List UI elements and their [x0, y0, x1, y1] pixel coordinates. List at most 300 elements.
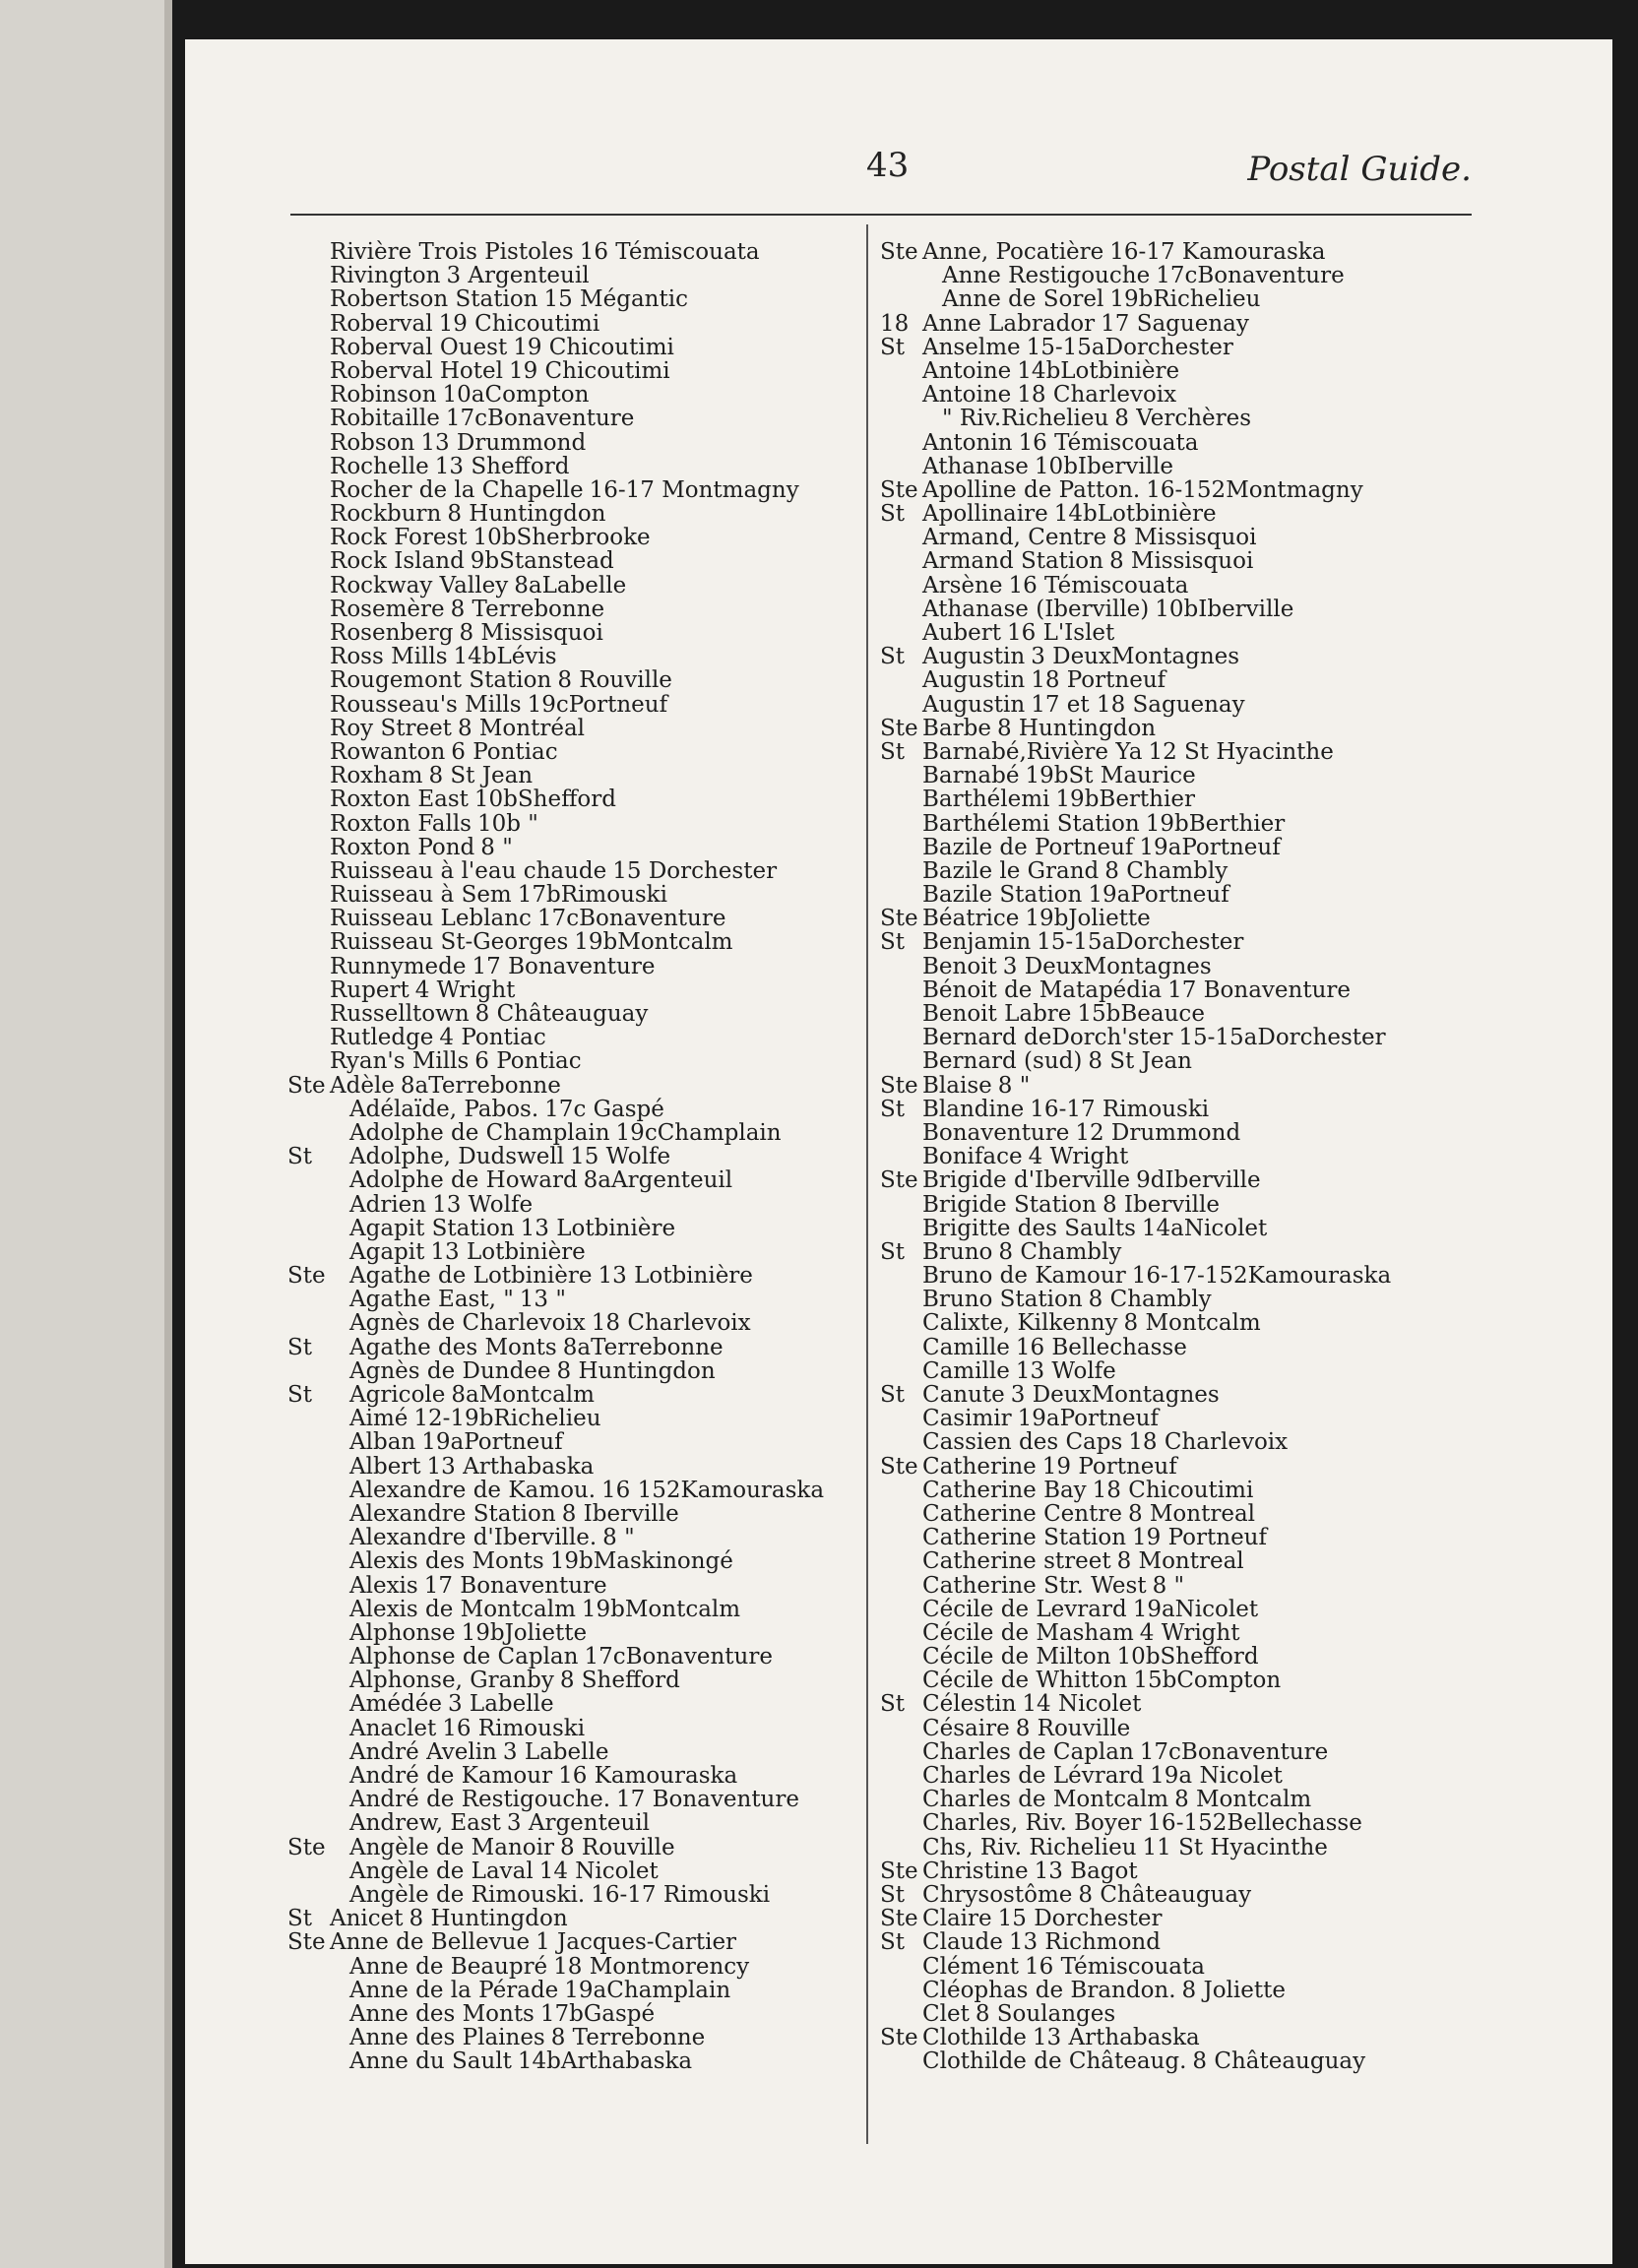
- place-name: Rockburn: [330, 501, 442, 528]
- place-name: Rochelle: [330, 453, 429, 479]
- district-county: 13 Richmond: [1008, 1929, 1161, 1956]
- place-name: Roxham: [330, 763, 423, 789]
- directory-entry: [287, 1407, 824, 1430]
- place-name: Cécile de Masham: [922, 1619, 1134, 1646]
- directory-entry: [880, 1288, 1391, 1311]
- district-county: 3 Labelle: [447, 1691, 554, 1718]
- place-name: Ruisseau à Sem: [330, 882, 512, 909]
- directory-entry: [287, 2049, 824, 2073]
- place-name: Rivière Trois Pistoles: [330, 239, 574, 265]
- district-county: 13 Arthabaska: [1032, 2025, 1200, 2051]
- entry-prefix: Ste: [880, 715, 918, 741]
- directory-entry: [287, 502, 824, 526]
- district-county: 19cPortneuf: [527, 691, 668, 718]
- entry-prefix: St: [880, 738, 905, 765]
- district-county: 8 Montcalm: [1174, 1787, 1312, 1813]
- directory-entry: [287, 1526, 824, 1549]
- directory-entry: [880, 1526, 1391, 1549]
- district-county: 8 Huntingdon: [447, 501, 606, 528]
- place-name: Calixte, Kilkenny: [922, 1310, 1118, 1337]
- entry-prefix: Ste: [880, 2025, 918, 2051]
- district-county: 15 Wolfe: [570, 1144, 671, 1170]
- district-county: 14bLévis: [453, 644, 557, 670]
- entry-prefix: St: [880, 1238, 905, 1265]
- place-name: Bruno Station: [922, 1287, 1083, 1313]
- directory-entry: [880, 1930, 1391, 1954]
- directory-entry: [287, 645, 824, 668]
- directory-entry: [287, 1026, 824, 1049]
- place-name: Athanase: [922, 453, 1029, 479]
- district-county: 17bRimouski: [517, 882, 667, 909]
- place-name: Adélaïde, Pabos.: [349, 1096, 539, 1122]
- place-name: Anicet: [330, 1906, 404, 1932]
- district-county: 14 Nicolet: [1022, 1691, 1142, 1718]
- directory-entry: [287, 1264, 824, 1288]
- district-county: 15bCompton: [1133, 1668, 1282, 1694]
- district-county: 16 Rimouski: [442, 1715, 586, 1741]
- district-county: 14bArthabaska: [517, 2048, 693, 2075]
- district-county: 18 Chicoutimi: [1092, 1477, 1254, 1503]
- place-name: Robson: [330, 429, 415, 456]
- place-name: Alban: [349, 1429, 416, 1456]
- place-name: Clément: [922, 1953, 1020, 1980]
- place-name: Rock Forest: [330, 525, 468, 551]
- district-county: 12 Drummond: [1075, 1119, 1241, 1146]
- place-name: Blaise: [922, 1072, 992, 1099]
- district-county: 19 Chicoutimi: [513, 334, 674, 360]
- directory-entry: [880, 859, 1391, 883]
- district-county: 8 Chambly: [1104, 857, 1228, 884]
- district-county: 8 Verchères: [1114, 406, 1252, 432]
- place-name: Antonin: [922, 429, 1013, 456]
- directory-entry: [880, 287, 1391, 311]
- binding-shadow: [164, 0, 172, 2268]
- district-county: 16 Témiscouata: [1025, 1953, 1205, 1980]
- directory-entry: [880, 1692, 1391, 1716]
- directory-entry: [287, 407, 824, 430]
- district-county: 3 Labelle: [502, 1738, 609, 1765]
- district-county: 17cBonaventure: [445, 406, 635, 432]
- place-name: Blandine: [922, 1096, 1025, 1122]
- district-county: 8 Châteauguay: [1192, 2048, 1366, 2075]
- directory-entry: [287, 1955, 824, 1979]
- district-county: 15 Dorchester: [612, 857, 778, 884]
- directory-entry: [287, 1764, 824, 1788]
- place-name: Roberval Ouest: [330, 334, 508, 360]
- running-title: Postal Guide.: [1247, 150, 1472, 189]
- district-county: 3 Argenteuil: [506, 1810, 650, 1837]
- place-name: Ruisseau St-Georges: [330, 929, 569, 956]
- place-name: Brigitte des Saults: [922, 1215, 1136, 1241]
- district-county: 19 Chicoutimi: [438, 310, 600, 337]
- district-county: 14 Nicolet: [538, 1858, 659, 1884]
- entry-prefix: St: [880, 1691, 905, 1718]
- place-name: Clothilde de Châteaug.: [922, 2048, 1187, 2075]
- place-name: Armand Station: [922, 548, 1103, 575]
- place-name: Adolphe, Dudswell: [349, 1144, 565, 1170]
- place-name: Charles de Caplan: [922, 1738, 1134, 1765]
- place-name: Bernard deDorch'ster: [922, 1025, 1173, 1051]
- place-name: Cassien des Caps: [922, 1429, 1123, 1456]
- place-name: Angèle de Laval: [349, 1858, 534, 1884]
- district-county: 13 Bagot: [1034, 1858, 1138, 1884]
- place-name: Adèle: [330, 1072, 395, 1099]
- district-county: 8 ": [1152, 1572, 1185, 1599]
- place-name: Brigide Station: [922, 1191, 1097, 1218]
- directory-entry: [287, 336, 824, 359]
- place-name: Cécile de Levrard: [922, 1596, 1127, 1622]
- directory-entry: [880, 1502, 1391, 1526]
- directory-entry: [880, 574, 1391, 598]
- directory-entry: [880, 1336, 1391, 1359]
- directory-entry: [287, 1430, 824, 1454]
- entry-prefix: St: [287, 1906, 312, 1932]
- directory-entry: [880, 1621, 1391, 1645]
- right-column: [880, 240, 1391, 2073]
- directory-entry: [880, 1049, 1391, 1073]
- directory-entry: [287, 1502, 824, 1526]
- directory-entry: [287, 574, 824, 598]
- place-name: Roberval Hotel: [330, 357, 503, 384]
- district-county: 19cChamplain: [615, 1119, 782, 1146]
- district-county: 19aPortneuf: [421, 1429, 563, 1456]
- district-county: 4 Wright: [1139, 1619, 1240, 1646]
- entry-prefix: Ste: [287, 1072, 326, 1099]
- entry-prefix: Ste: [880, 906, 918, 932]
- place-name: Adolphe de Champlain: [349, 1119, 610, 1146]
- directory-entry: [880, 1479, 1391, 1502]
- place-name: Runnymede: [330, 953, 467, 979]
- place-name: Adolphe de Howard: [349, 1167, 578, 1194]
- district-county: 15bBeauce: [1077, 1001, 1205, 1027]
- directory-entry: [880, 978, 1391, 1002]
- place-name: Anselme: [922, 334, 1021, 360]
- place-name: Bazile le Grand: [922, 857, 1100, 884]
- district-county: 8 Montreal: [1127, 1500, 1256, 1527]
- district-county: 19bMaskinongé: [549, 1548, 733, 1575]
- district-county: 16 152Kamouraska: [601, 1477, 825, 1503]
- place-name: Augustin: [922, 667, 1026, 694]
- directory-entry: [880, 1383, 1391, 1407]
- place-name: Bénoit de Matapédia: [922, 976, 1163, 1003]
- place-name: Amédée: [349, 1691, 442, 1718]
- place-name: Russelltown: [330, 1001, 470, 1027]
- place-name: Césaire: [922, 1715, 1010, 1741]
- directory-entry: [880, 455, 1391, 478]
- district-county: 19 Portneuf: [1132, 1525, 1268, 1551]
- district-county: 3 DeuxMontagnes: [1002, 953, 1212, 979]
- directory-entry: [287, 1740, 824, 1764]
- directory-entry: [880, 549, 1391, 573]
- place-name: Rosemère: [330, 596, 445, 622]
- place-name: Claude: [922, 1929, 1003, 1956]
- directory-entry: [880, 1764, 1391, 1788]
- place-name: Brigide d'Iberville: [922, 1167, 1131, 1194]
- directory-entry: [287, 598, 824, 621]
- place-name: Bazile Station: [922, 882, 1083, 909]
- place-name: Charles, Riv. Boyer: [922, 1810, 1142, 1837]
- directory-entry: [880, 955, 1391, 978]
- directory-entry: [880, 312, 1391, 336]
- place-name: Agathe des Monts: [349, 1334, 557, 1360]
- place-name: Camille: [922, 1357, 1010, 1384]
- district-county: 19aPortneuf: [1017, 1406, 1159, 1432]
- district-county: 17bGaspé: [539, 2000, 656, 2027]
- directory-entry: [287, 1907, 824, 1930]
- directory-entry: [880, 240, 1391, 264]
- district-county: 8 Rouville: [559, 1834, 675, 1860]
- entry-prefix: Ste: [880, 476, 918, 503]
- place-name: Casimir: [922, 1406, 1012, 1432]
- directory-entry: [880, 621, 1391, 645]
- district-county: 12-19bRichelieu: [413, 1406, 601, 1432]
- directory-entry: [287, 312, 824, 336]
- district-county: 17 Bonaventure: [472, 953, 656, 979]
- place-name: Anne des Monts: [349, 2000, 535, 2027]
- place-name: Bazile de Portneuf: [922, 834, 1134, 860]
- directory-entry: [287, 1288, 824, 1311]
- directory-entry: [287, 859, 824, 883]
- place-name: Catherine Station: [922, 1525, 1127, 1551]
- place-name: Rousseau's Mills: [330, 691, 522, 718]
- place-name: Antoine: [922, 382, 1012, 409]
- place-name: Agnès de Dundee: [349, 1357, 551, 1384]
- district-county: 8 Joliette: [1181, 1977, 1286, 2003]
- place-name: Agathe de Lotbinière: [349, 1263, 593, 1290]
- district-county: 16-17 Kamouraska: [1109, 239, 1326, 265]
- directory-entry: [880, 693, 1391, 717]
- place-name: Apollinaire: [922, 501, 1048, 528]
- place-name: Agricole: [349, 1382, 446, 1408]
- directory-entry: [287, 1121, 824, 1145]
- district-county: 1 Jacques-Cartier: [536, 1929, 737, 1956]
- district-county: 19bRichelieu: [1109, 286, 1261, 313]
- district-county: 16 Bellechasse: [1015, 1334, 1187, 1360]
- directory-entry: [880, 1574, 1391, 1598]
- place-name: Bruno: [922, 1238, 993, 1265]
- directory-entry: [880, 598, 1391, 621]
- place-name: Barbe: [922, 715, 991, 741]
- directory-entry: [880, 1168, 1391, 1192]
- directory-entry: [287, 1359, 824, 1383]
- place-name: Rougemont Station: [330, 667, 552, 694]
- district-county: 8 Montréal: [457, 715, 586, 741]
- directory-entry: [287, 1598, 824, 1621]
- district-county: 19bSt Maurice: [1025, 763, 1196, 789]
- district-county: 16-17 Montmagny: [589, 476, 799, 503]
- place-name: Antoine: [922, 357, 1012, 384]
- directory-entry: [880, 1811, 1391, 1835]
- entry-prefix: Ste: [880, 1906, 918, 1932]
- place-name: Rivington: [330, 263, 441, 289]
- district-county: 16 Kamouraska: [558, 1763, 738, 1789]
- directory-entry: [880, 431, 1391, 455]
- district-county: 8aTerrebonne: [562, 1334, 724, 1360]
- directory-entry: [287, 1811, 824, 1835]
- place-name: Cécile de Milton: [922, 1644, 1111, 1670]
- district-county: 8aLabelle: [514, 572, 627, 598]
- district-county: 8 Missisquoi: [1108, 548, 1254, 575]
- directory-entry: [287, 526, 824, 549]
- entry-prefix: St: [880, 1382, 905, 1408]
- district-county: 10bIberville: [1155, 596, 1294, 622]
- directory-entry: [287, 1549, 824, 1573]
- district-county: 13 Lotbinière: [430, 1238, 586, 1265]
- directory-entry: [287, 1074, 824, 1098]
- district-county: 8 Huntingdon: [996, 715, 1157, 741]
- entry-prefix: St: [880, 334, 905, 360]
- directory-entry: [287, 287, 824, 311]
- district-county: 19a Nicolet: [1150, 1763, 1283, 1789]
- place-name: Boniface: [922, 1144, 1023, 1170]
- district-county: 8 Terrebonne: [550, 2025, 706, 2051]
- place-name: Benoit Labre: [922, 1001, 1072, 1027]
- place-name: Athanase (Iberville): [922, 596, 1150, 622]
- district-county: 18 Montmorency: [553, 1953, 750, 1980]
- district-county: 19aPortneuf: [1139, 834, 1281, 860]
- district-county: 8 Rouville: [557, 667, 672, 694]
- directory-entry: [880, 812, 1391, 836]
- district-county: 19bMontcalm: [581, 1596, 741, 1622]
- place-name: Charles de Lévrard: [922, 1763, 1145, 1789]
- directory-entry: [880, 764, 1391, 788]
- district-county: 19bMontcalm: [574, 929, 733, 956]
- place-name: Bruno de Kamour: [922, 1263, 1126, 1290]
- place-name: Robitaille: [330, 406, 440, 432]
- district-county: 8 Missisquoi: [459, 620, 603, 646]
- district-county: 15 Dorchester: [997, 1906, 1163, 1932]
- directory-entry: [287, 693, 824, 717]
- district-county: 18 Charlevoix: [591, 1310, 751, 1337]
- district-county: 8 Rouville: [1015, 1715, 1131, 1741]
- place-name: Agapit: [349, 1238, 425, 1265]
- place-name: Rockway Valley: [330, 572, 509, 598]
- place-name: Alphonse, Granby: [349, 1668, 554, 1694]
- place-name: Barnabé,Rivière Ya: [922, 738, 1143, 765]
- directory-entry: [287, 1336, 824, 1359]
- district-county: 17cBonaventure: [584, 1644, 773, 1670]
- place-name: Cécile de Whitton: [922, 1668, 1128, 1694]
- district-county: 12 St Hyacinthe: [1148, 738, 1334, 765]
- entry-prefix: Ste: [880, 1072, 918, 1099]
- directory-entry: [880, 2049, 1391, 2073]
- entry-prefix: St: [287, 1382, 312, 1408]
- directory-entry: [287, 955, 824, 978]
- place-name: Rock Island: [330, 548, 465, 575]
- place-name: Alphonse de Caplan: [349, 1644, 579, 1670]
- place-name: Alphonse: [349, 1619, 456, 1646]
- directory-entry: [287, 1836, 824, 1859]
- column-divider: [866, 224, 868, 2144]
- place-name: Alexis de Montcalm: [349, 1596, 576, 1622]
- district-county: 17cBonaventure: [536, 906, 726, 932]
- left-column: [287, 240, 824, 2073]
- place-name: Barthélemi: [922, 787, 1050, 813]
- directory-entry: [880, 1979, 1391, 2002]
- place-name: Camille: [922, 1334, 1010, 1360]
- entry-prefix: St: [880, 501, 905, 528]
- district-county: 16 Témiscouata: [579, 239, 760, 265]
- place-name: Canute: [922, 1382, 1005, 1408]
- place-name: Bonaventure: [922, 1119, 1070, 1146]
- district-county: 8 Terrebonne: [450, 596, 605, 622]
- district-county: 9bStanstead: [470, 548, 614, 575]
- place-name: Armand, Centre: [922, 525, 1107, 551]
- place-name: Alexis des Monts: [349, 1548, 544, 1575]
- district-county: 13 Drummond: [420, 429, 587, 456]
- directory-entry: [287, 1193, 824, 1217]
- district-county: 19bJoliette: [461, 1619, 588, 1646]
- place-name: Anne de Bellevue: [330, 1929, 531, 1956]
- directory-entry: [287, 740, 824, 764]
- directory-entry: [880, 668, 1391, 692]
- district-county: 8 St Jean: [1088, 1048, 1192, 1075]
- directory-entry: [287, 264, 824, 287]
- place-name: Rosenberg: [330, 620, 454, 646]
- directory-entry: [880, 1240, 1391, 1264]
- directory-entry: [880, 645, 1391, 668]
- entry-prefix: Ste: [287, 1263, 326, 1290]
- district-county: 19aNicolet: [1132, 1596, 1259, 1622]
- directory-entry: [287, 1645, 824, 1669]
- directory-entry: [880, 1788, 1391, 1811]
- directory-entry: [880, 1098, 1391, 1121]
- entry-prefix: St: [880, 1096, 905, 1122]
- directory-entry: [287, 1217, 824, 1240]
- district-county: 16-152Montmagny: [1146, 476, 1363, 503]
- place-name: Ruisseau à l'eau chaude: [330, 857, 607, 884]
- entry-prefix: St: [287, 1334, 312, 1360]
- directory-entry: [287, 383, 824, 407]
- directory-entry: [880, 907, 1391, 930]
- district-county: 8 Huntingdon: [409, 1906, 568, 1932]
- directory-entry: [287, 1168, 824, 1192]
- directory-entry: [287, 478, 824, 502]
- directory-entry: [880, 1002, 1391, 1026]
- directory-entry: [287, 1574, 824, 1598]
- directory-entry: [880, 1145, 1391, 1168]
- entry-prefix: St: [880, 644, 905, 670]
- directory-entry: [880, 1264, 1391, 1288]
- district-county: 19 Portneuf: [1041, 1453, 1177, 1480]
- place-name: Augustin: [922, 691, 1026, 718]
- place-name: Angèle de Rimouski.: [349, 1881, 586, 1908]
- directory-entry: [880, 1549, 1391, 1573]
- district-county: 8 Châteauguay: [1078, 1881, 1252, 1908]
- place-name: Rutledge: [330, 1025, 434, 1051]
- district-county: 16 Témiscouata: [1008, 572, 1189, 598]
- directory-entry: [287, 621, 824, 645]
- directory-entry: [287, 1692, 824, 1716]
- entry-prefix: Ste: [287, 1929, 326, 1956]
- directory-entry: [287, 1240, 824, 1264]
- district-county: 17cBonaventure: [1156, 263, 1345, 289]
- directory-entry: [880, 1359, 1391, 1383]
- directory-entry: [287, 930, 824, 954]
- place-name: Catherine Str. West: [922, 1572, 1147, 1599]
- directory-entry: [880, 1193, 1391, 1217]
- district-county: 8 Chambly: [1088, 1287, 1212, 1313]
- page-header: [290, 146, 1472, 205]
- place-name: Anne des Plaines: [349, 2025, 545, 2051]
- district-county: 19aChamplain: [564, 1977, 731, 2003]
- district-county: 8 ": [997, 1072, 1031, 1099]
- directory-entry: [287, 1930, 824, 1954]
- district-county: 17c Gaspé: [544, 1096, 664, 1122]
- directory-entry: [880, 836, 1391, 859]
- place-name: Alexandre d'Iberville.: [349, 1525, 598, 1551]
- place-name: Arsène: [922, 572, 1003, 598]
